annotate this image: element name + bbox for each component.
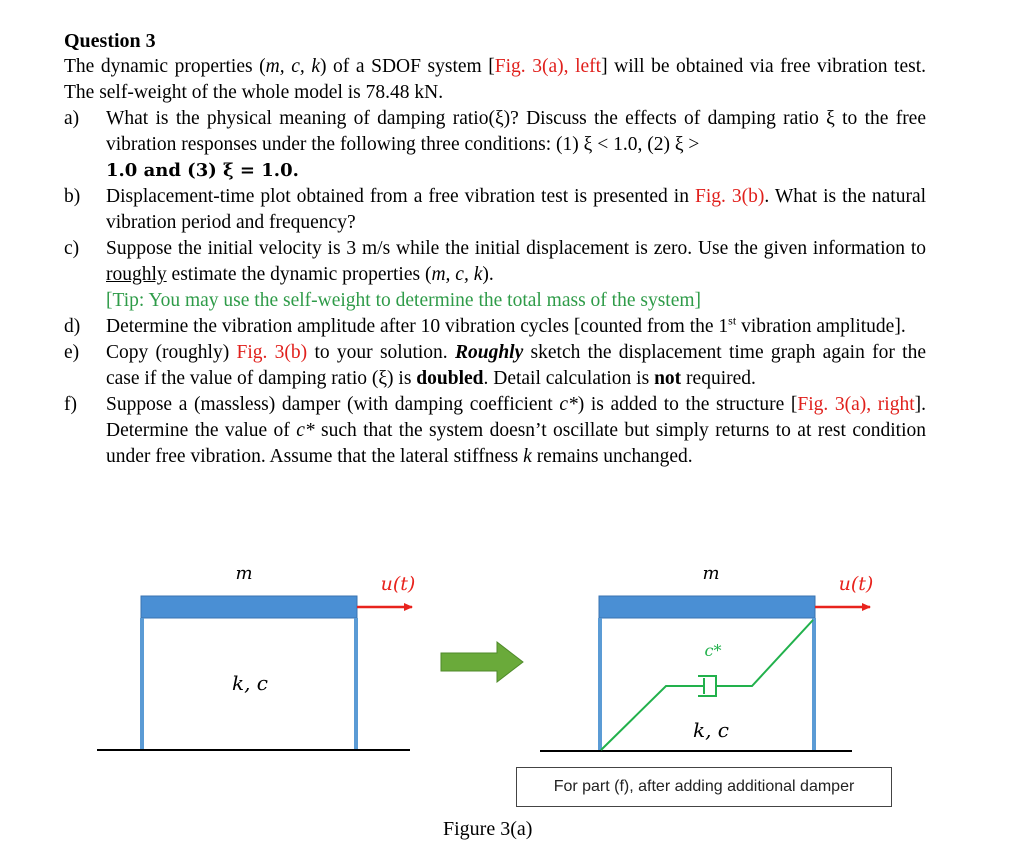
item-c-text-3: ). (482, 264, 494, 285)
left-kc-label: k, c (231, 671, 269, 695)
item-f-text-4: such that the system doesn’t oscillate but simply returns to at rest condition under free vibration. Assume that the lateral stiffness (106, 420, 926, 467)
brace-lower-segment (601, 686, 704, 750)
item-f-var-cstar-2: c* (296, 420, 315, 441)
item-b-text: Displacement-time plot obtained from a free vibration test is presented in (106, 186, 695, 207)
left-disp-label: u(t) (380, 573, 416, 595)
item-e-fig-ref[interactable]: Fig. 3(b) (236, 342, 308, 363)
item-d-text-2: vibration amplitude]. (736, 316, 906, 337)
item-e-text-3: sketch the displacement time graph again for the case if the value of damping ratio (ξ) is (106, 342, 926, 389)
item-f-text-2: ) is added to the structure [ (577, 394, 798, 415)
item-f-fig-ref[interactable]: Fig. 3(a), right (797, 394, 915, 415)
item-f-var-cstar: c* (559, 394, 578, 415)
item-e-bold-not: not (654, 368, 682, 389)
item-a-text: What is the physical meaning of damping ratio(ξ)? Discuss the effects of damping ratio ξ to the free vibration responses under the following three conditions: (1) ξ < 1.0, (2) ξ > (106, 108, 926, 155)
item-b-fig-ref[interactable]: Fig. 3(b) (694, 186, 765, 207)
intro-text-2: ) of a SDOF system [ (319, 56, 495, 77)
intro-vars: m, c, k (265, 56, 320, 77)
item-b-label: b) (64, 186, 81, 207)
item-f-text: Suppose a (massless) damper (with damping coefficient (106, 394, 560, 415)
item-d-label: d) (64, 316, 81, 337)
intro-fig-ref[interactable]: Fig. 3(a), left (494, 56, 602, 77)
item-d-sup: st (728, 313, 737, 328)
question-title: Question 3 (64, 30, 156, 52)
item-e-text: Copy (roughly) (106, 342, 237, 363)
item-c-underline: roughly (106, 264, 167, 285)
item-a-text-2: 1.0 and (3) ξ = 1.0. (106, 160, 299, 181)
right-mass-label: m (702, 563, 720, 584)
damper-label: c* (704, 641, 722, 660)
damper-note-box: For part (f), after adding additional damper (516, 767, 892, 807)
left-mass-label: m (235, 563, 253, 584)
figure-caption: Figure 3(a) (443, 818, 533, 840)
item-e-emph: Roughly (454, 342, 524, 363)
item-f-text-3: ]. Determine the value of (106, 394, 926, 441)
right-kc-label: k, c (692, 718, 730, 742)
item-c-tip: [Tip: You may use the self-weight to determine the total mass of the system] (106, 290, 702, 311)
right-frame (540, 563, 873, 751)
item-e-label: e) (64, 342, 80, 363)
item-e-text-4: . Detail calculation is (483, 368, 655, 389)
item-e-text-5: required. (681, 368, 756, 389)
brace-upper-segment (716, 620, 813, 686)
item-a-label: a) (64, 108, 80, 129)
right-mass-block (599, 596, 815, 618)
item-c-vars: m, c, k (431, 264, 483, 285)
intro-text: The dynamic properties ( (64, 56, 266, 77)
item-f-var-k: k (523, 446, 532, 467)
item-c-label: c) (64, 238, 80, 259)
left-frame (97, 563, 415, 750)
transition-arrow-icon (441, 642, 523, 682)
item-b-text-2: . What is the natural vibration period and frequency? (106, 186, 927, 233)
intro-text-3: ] will be obtained via free vibration test. The self-weight of the whole model is 78.48 kN. (64, 56, 926, 103)
item-c-text-2: estimate the dynamic properties ( (166, 264, 432, 285)
left-mass-block (141, 596, 357, 618)
item-f-text-5: remains unchanged. (531, 446, 693, 467)
item-e-text-2: to your solution. (307, 342, 455, 363)
item-e-bold-doubled: doubled (416, 368, 484, 389)
item-d-text: Determine the vibration amplitude after 10 vibration cycles [counted from the 1 (106, 316, 729, 337)
right-disp-label: u(t) (838, 573, 874, 595)
item-c-text: Suppose the initial velocity is 3 m/s while the initial displacement is zero. Use the given information to (106, 238, 926, 259)
item-f-label: f) (64, 394, 77, 415)
